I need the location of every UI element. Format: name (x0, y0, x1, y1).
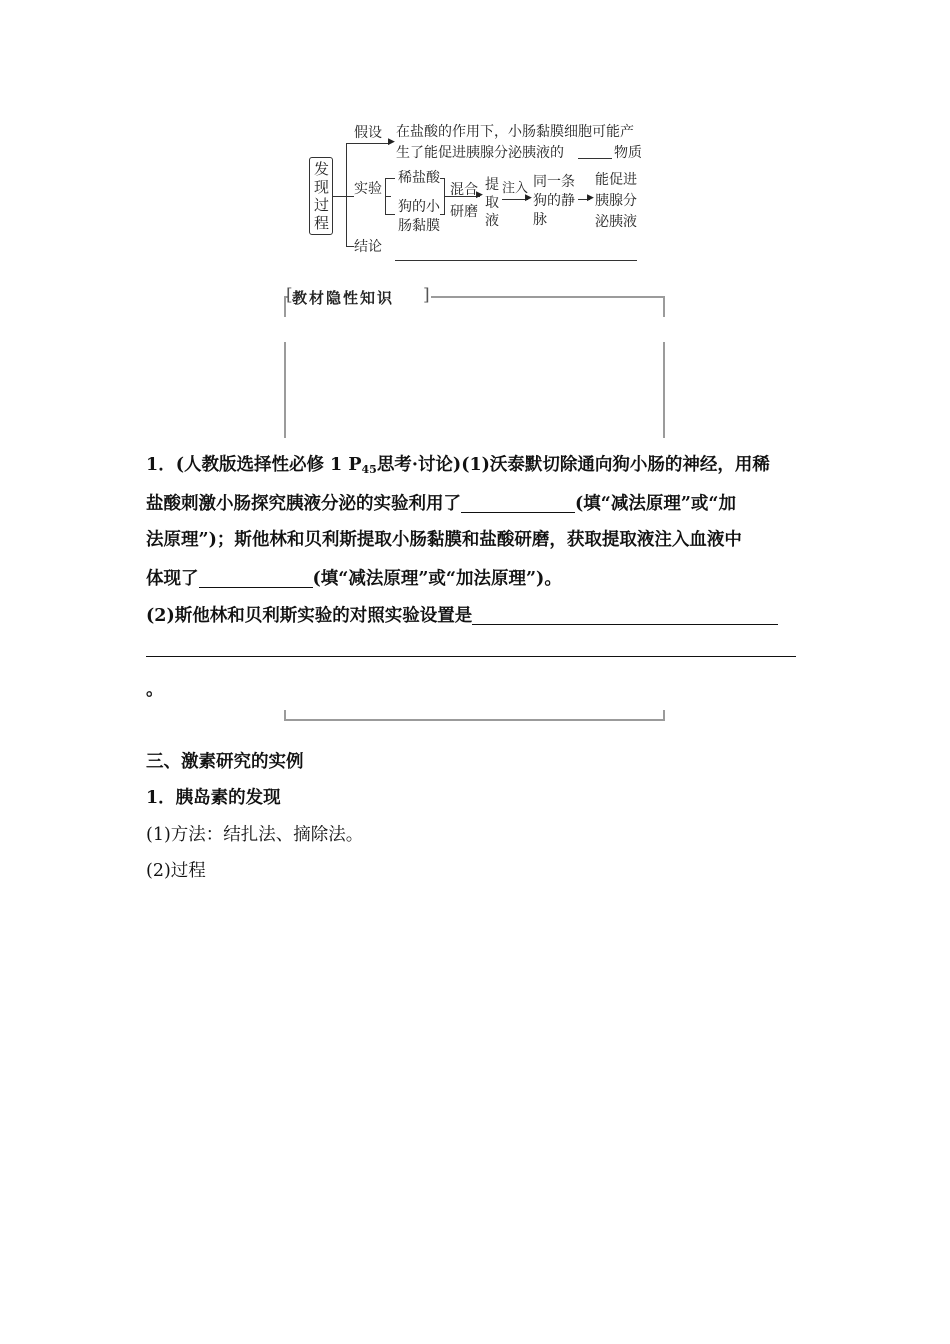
sub-heading: 1．胰岛素的发现 (146, 788, 281, 808)
hypothesis-blank (578, 158, 612, 159)
question-line (146, 494, 736, 514)
process-line: (2)过程 (146, 861, 206, 881)
box-char: 过 (314, 196, 330, 214)
hypothesis-text: 在盐酸的作用下，小肠黏膜细胞可能产 (396, 124, 634, 140)
hypothesis-tail: 物质 (614, 145, 642, 161)
merge-bracket (440, 178, 445, 179)
merge-bracket (440, 214, 445, 215)
question-text: 体现了 (146, 569, 199, 589)
mucosa-label: 狗的小 (398, 199, 440, 215)
brace-tick (346, 246, 354, 247)
page-subscript: 45 (361, 463, 377, 476)
hypothesis-label: 假设 (354, 125, 382, 141)
vein-label: 脉 (533, 212, 547, 228)
answer-blank[interactable] (472, 606, 778, 625)
hypothesis-arrow (354, 143, 390, 144)
question-period: 。 (146, 680, 164, 700)
frame-border (284, 342, 286, 438)
hypothesis-text: 生了能促进胰腺分泌胰液的 (396, 145, 564, 161)
extract-char: 取 (485, 195, 499, 211)
experiment-label: 实验 (354, 181, 382, 197)
frame-border (284, 719, 665, 721)
brace-stem (333, 196, 346, 197)
box-char: 程 (314, 214, 330, 232)
result-label: 能促进 (595, 172, 637, 188)
frame-border (431, 296, 665, 298)
extract-char: 提 (485, 177, 499, 193)
grind-label: 研磨 (450, 204, 478, 220)
question-number: 1 (146, 455, 159, 475)
inject-label: 注入 (502, 181, 529, 196)
brace-spine (346, 143, 347, 247)
bracket-left-icon: [ (286, 285, 293, 305)
question-source: 思考 (376, 455, 412, 475)
experiment-bracket (385, 214, 395, 215)
answer-blank[interactable] (199, 569, 313, 588)
arrow-head-icon: ▶ (587, 193, 594, 203)
frame-title: 教材隐性知识 (292, 289, 395, 307)
question-source: (人教版选择性必修 1 P (175, 455, 362, 475)
box-char: 现 (314, 178, 330, 196)
arrow-head-icon: ▶ (525, 193, 532, 203)
brace-tick (346, 143, 354, 144)
mix-label: 混合 (450, 182, 478, 198)
question-line: 法原理”)；斯他林和贝利斯提取小肠黏膜和盐酸研磨，获取提取液注入血液中 (146, 530, 742, 550)
method-line: (1)方法：结扎法、摘除法。 (146, 825, 364, 845)
section-heading: 三、激素研究的实例 (146, 752, 304, 772)
question-line (146, 569, 562, 589)
question-text: (填“减法原理”或“加 (575, 494, 736, 514)
box-char: 发 (314, 160, 330, 178)
arrow-head-icon: ▶ (388, 137, 395, 147)
question-source: 讨论) (417, 455, 462, 475)
question-text: 盐酸刺激小肠探究胰液分泌的实验利用了 (146, 494, 461, 514)
question-text: (2)斯他林和贝利斯实验的对照实验设置是 (146, 606, 473, 626)
hcl-label: 稀盐酸 (398, 170, 440, 186)
question-line: 1．(人教版选择性必修 1 $P_{45}$思考·讨论)(1)沃泰默切除通向狗小肠的神经，用稀 (146, 455, 770, 476)
conclusion-label: 结论 (354, 239, 382, 255)
middle-dot: · (411, 455, 418, 475)
extract-char: 液 (485, 213, 499, 229)
brace-tick (346, 196, 354, 197)
vein-label: 狗的静 (533, 193, 575, 209)
question-text: (填“减法原理”或“加法原理”)。 (312, 569, 562, 589)
bracket-right-icon: ] (423, 285, 430, 305)
experiment-bracket (385, 178, 386, 214)
frame-border (663, 296, 665, 317)
result-label: 泌胰液 (595, 214, 637, 230)
question-line (146, 606, 778, 626)
experiment-bracket (385, 178, 395, 179)
result-label: 胰腺分 (595, 193, 637, 209)
vein-label: 同一条 (533, 174, 575, 190)
question-text: (1)沃泰默切除通向狗小肠的神经，用稀 (461, 455, 770, 475)
conclusion-blank (395, 260, 637, 261)
mucosa-label: 肠黏膜 (398, 218, 440, 234)
frame-border (663, 342, 665, 438)
arrow-head-icon: ▶ (476, 190, 483, 200)
answer-blank[interactable] (461, 494, 575, 513)
answer-blank[interactable] (146, 656, 796, 657)
